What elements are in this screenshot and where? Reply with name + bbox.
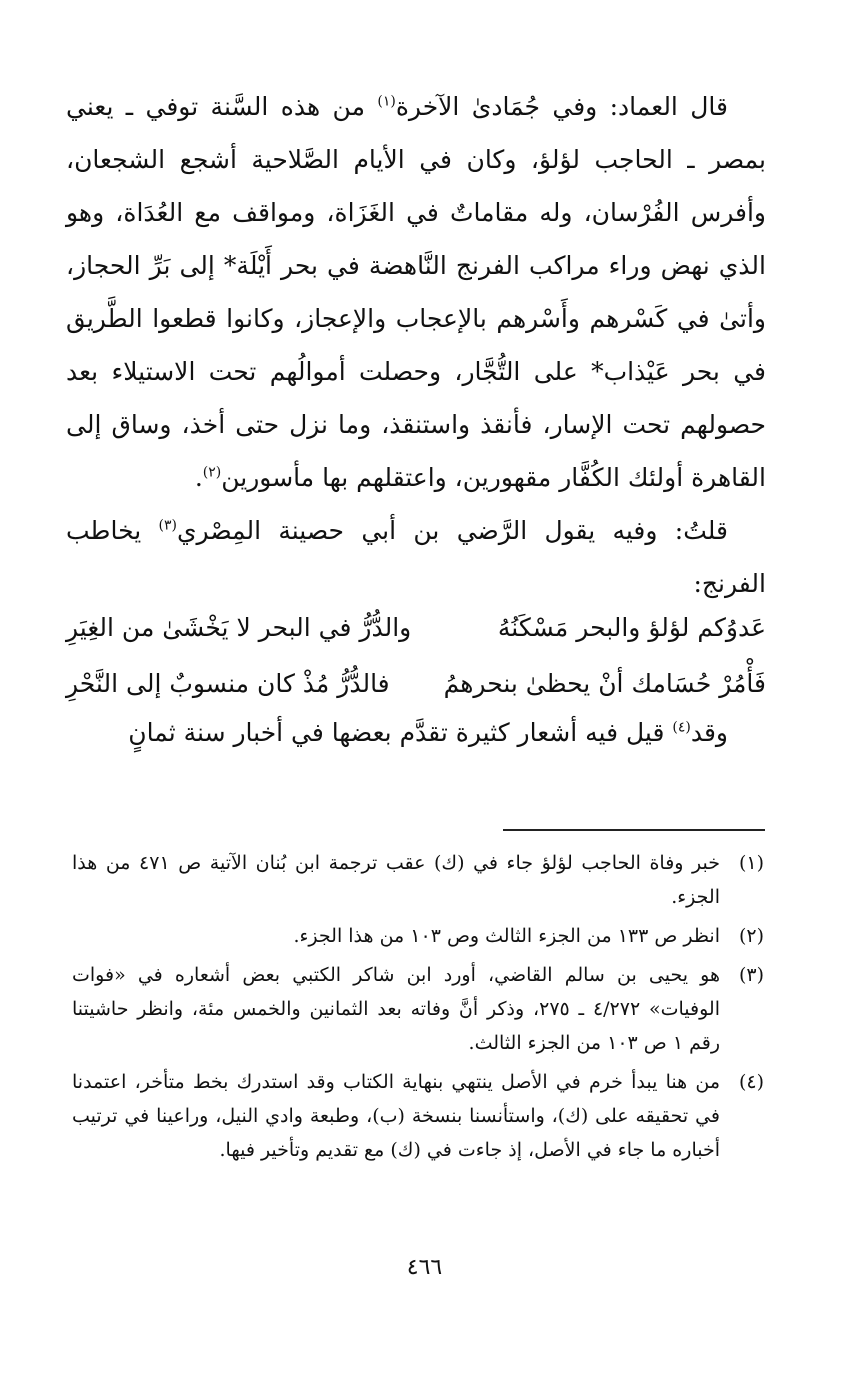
page-number: ٤٦٦	[406, 1255, 443, 1280]
footnote-number: (١)	[738, 852, 764, 874]
paragraph-1-start: قال العماد: وفي جُمَادىٰ الآخرة	[395, 92, 728, 121]
footnote-number: (٢)	[738, 925, 764, 947]
footnote-number: (٤)	[738, 1071, 764, 1093]
paragraph-3	[66, 706, 766, 759]
footnote-text: خبر وفاة الحاجب لؤلؤ جاء في (ك) عقب ترجمة ابن بُنان الآتية ص ٤٧١ من هذا الجزء.	[72, 852, 720, 908]
footnote-ref-3: (٣)	[158, 517, 177, 534]
footnote-item	[72, 958, 764, 1060]
paragraph-1-end: .	[194, 463, 203, 492]
paragraph-1-body: من هذه السَّنة توفي ـ يعني بمصر ـ الحاجب لؤلؤ، وكان في الأيام الصَّلاحية أشجع الشجعان، وأفرس الفُرْسان، وله مقاماتٌ في الغَزَاة، ومواقف مع العُدَاة، وهو الذي نهض وراء مراكب الفرنج النَّاهضة في بحر أَيْلَة* إلى بَرِّ الحجاز، وأتىٰ في كَسْرهم وأَسْرهم بالإعجاب والإعجاز، وكانوا قطعوا الطَّريق في بحر عَيْذاب* على التُّجَّار، وحصلت أموالُهم تحت الاستيلاء بعد حصولهم تحت الإسار، فأنقذ واستنقذ، وما نزل حتى أخذ، وساق إلى القاهرة أولئك الكُفَّار مقهورين، واعتقلهم بها مأسورين	[66, 92, 766, 492]
paragraph-1	[66, 80, 766, 504]
poem-verse	[66, 600, 766, 656]
paragraph-3-start: وقد	[690, 718, 728, 747]
poem	[66, 600, 766, 712]
footnote-separator	[503, 829, 765, 831]
footnote-item	[72, 846, 764, 914]
main-text	[66, 80, 766, 610]
footnote-text: من هنا يبدأ خرم في الأصل ينتهي بنهاية الكتاب وقد استدرك بخط متأخر، اعتمدنا في تحقيقه على (ك)، واستأنسنا بنسخة (ب)، وطبعة وادي النيل، وراعينا في ترتيب أخباره ما جاء في الأصل، إذ جاءت في (ك) مع تقديم وتأخير فيها.	[72, 1071, 720, 1161]
footnote-item	[72, 919, 764, 953]
footnote-ref-4: (٤)	[672, 719, 691, 736]
footnote-ref-1: (١)	[377, 93, 396, 110]
footnote-ref-2: (٢)	[202, 464, 222, 481]
paragraph-3-body: قيل فيه أشعار كثيرة تقدَّم بعضها في أخبار سنة ثمانٍ	[128, 718, 673, 747]
paragraph-2-start: قلتُ: وفيه يقول الرَّضي بن أبي حصينة المِصْري	[176, 516, 728, 545]
footnote-text: انظر ص ١٣٣ من الجزء الثالث وص ١٠٣ من هذا الجزء.	[293, 925, 720, 947]
poem-verse-2-first-hemistich: فَأْمُرْ حُسَامك أنْ يحظىٰ بنحرهمُ	[443, 669, 766, 698]
paragraph-2	[66, 504, 766, 610]
poem-verse-1-second-hemistich: والدُّرُّ في البحر لا يَخْشَىٰ من الغِيَرِ	[66, 613, 412, 642]
poem-verse	[66, 656, 766, 712]
paragraph-2-end: يخاطب الفرنج:	[66, 516, 766, 598]
footnote-number: (٣)	[738, 964, 764, 986]
footnote-text: هو يحيى بن سالم القاضي، أورد ابن شاكر الكتبي بعض أشعاره في «فوات الوفيات» ٤/٢٧٢ ـ ٢٧٥، وذكر أنَّ وفاته بعد الثمانين والخمس مئة، وانظر حاشيتنا رقم ١ ص ١٠٣ من الجزء الثالث.	[72, 964, 720, 1054]
poem-verse-1-first-hemistich: عَدوُكم لؤلؤ والبحر مَسْكَنُهُ	[497, 613, 766, 642]
footnote-item	[72, 1065, 764, 1167]
footnotes	[72, 846, 764, 1172]
poem-verse-2-second-hemistich: فالدُّرُّ مُذْ كان منسوبٌ إلى النَّحْرِ	[66, 669, 390, 698]
